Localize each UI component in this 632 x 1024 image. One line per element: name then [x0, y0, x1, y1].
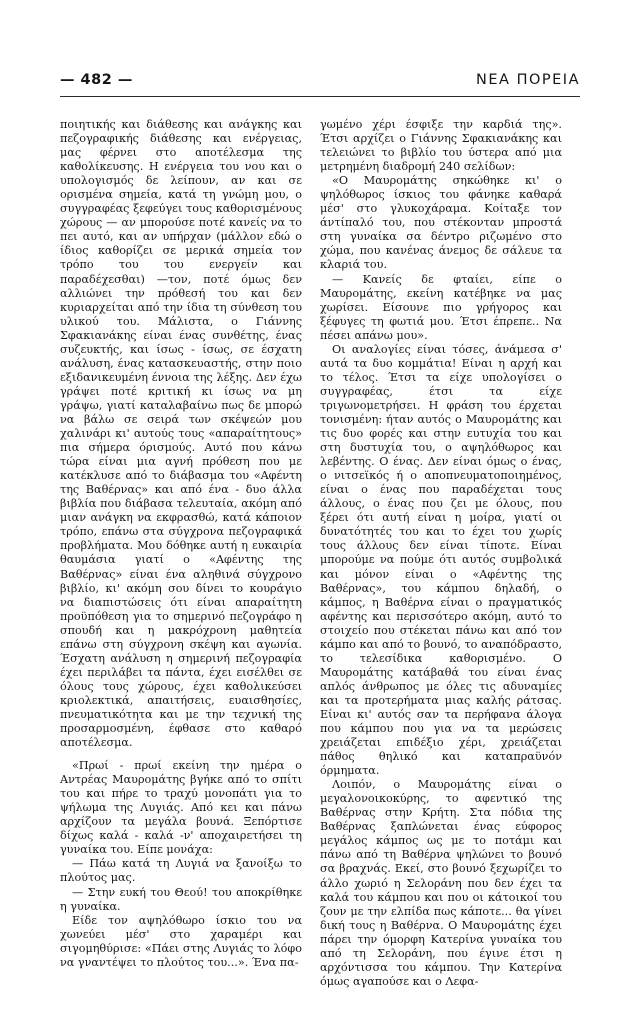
page-header: [60, 72, 580, 94]
paragraph: — Πάω κατά τη Λυγιά να ξανοίξω το πλούτος μας.: [60, 857, 302, 885]
paragraph: ποιητικής και διάθεσης και ανάγκης και πεζογραφικής διάθεσης και ενέργειας, μας φέρνει στο αποτέλεσμα της καθολίκευσης. Η ενέργεια του νου και ο υπολογισμός δε λείπουν, αν και σε ορισμένα σημεία, κατά τη γνώμη μου, ο συγγραφέας ξεφεύγει τους καθορισμένους χώρους — αν μπορούσε ποτέ κανείς να το πει αυτό, και αν υπήρχαν (μάλλον εδώ ο ίδιος καθορίζει σε μερικά σημεία τον τρόπο του του ενεργείν και παραδέχεσθαι) —τον, ποτέ όμως δεν αλλιώνει την πρόθεσή του και δεν κυριαρχείται από την ίδια τη σύνθεση του υλικού του. Μάλιστα, ο Γιάννης Σφακιανάκης είναι ένας συνθέτης, ένας συζευκτής, και ίσως - ίσως, σε έσχατη ανάλυση, ένας κατασκευαστής, στην ποιο εξιδανικευμένη έννοια της λέξης. Δεν έχω γράψει ποτέ κριτική κι ίσως να μη γράψω, γιατί καταλαβαίνω πως δε μπορώ να βάλω σε σειρά των σκέψεών μου χαλινάρι κι' αυτούς τους «απαραίτητους» πια σήμερα όρισμούς. Αυτό που κάνω τώρα είναι μια αγνή πρόθεση που με κατέκλυσε από το διάβασμα του «Αφέντη της Βαθέρνας» και από ένα - δυο άλλα βιβλία που διάβασα τελευταία, ακόμη από μιαν ανάγκη να εκφρασθώ, κατά κάποιον τρόπο, επάνω στα σύγχρονα πεζογραφικά προβλήματα. Μου δόθηκε αυτή η ευκαιρία θαυμάσια γιατί ο «Αφέντης της Βαθέρνας» είναι ένα αληθινά σύγχρονο βιβλίο, κι' ακόμη σου δίνει το κουράγιο να διαπιστώσεις ότι είναι απαραίτητη προϋπόθεση για το σημερινό πεζογράφο η σπουδή και η μακρόχρονη μαθητεία επάνω στη σύγχρονη σκέψη και αγωνία. Έσχατη ανάλυση η σημερινή πεζογραφία έχει περιλάβει τα πάντα, έχει εισέλθει σε όλους τους χώρους, έχει καθολικεύσει κριολεκτικά, απαιτήσεις, ευαισθησίες, πνευματικότητα και με την τεχνική της προσαρμοσμένη, έφθασε στο καθαρό αποτέλεσμα.: [60, 118, 302, 750]
paragraph: γωμένο χέρι έσφιξε την καρδιά της». Έτσι αρχίζει ο Γιάννης Σφακιανάκης και τελειώνει το βιβλίο του ύστερα από μια μετρημένη διαδρομή 240 σελίδων:: [320, 118, 562, 174]
paragraph: «Ο Μαυρομάτης σηκώθηκε κι' ο ψηλόθωρος ίσκιος του φάνηκε καθαρά μέσ' στο γλυκοχάραμα. Κοίταξε τον άντίπαλό του, που στέκονταν μπροστά στη γυναίκα σα δέντρο ριζωμένο στο χώμα, που κανένας άνεμος δε σάλευε τα κλαριά του.: [320, 174, 562, 272]
paragraph: — Κανείς δε φταίει, είπε ο Μαυρομάτης, εκείνη κατέβηκε να μας χωρίσει. Είσουνε πιο γρήγορος και ξέφυγες τη φωτιά μου. Έτσι έπρεπε.. Να πέσει απάνω μου».: [320, 272, 562, 342]
right-column: [320, 118, 562, 1008]
page-number: — 482 —: [60, 72, 133, 88]
left-column: [60, 118, 302, 1008]
paragraph: «Πρωί - πρωί εκείνη την ημέρα ο Αντρέας Μαυρομάτης βγήκε από το σπίτι του και πήρε το τραχύ μονοπάτι για το ψήλωμα της Λυγιάς. Από κει και πάνω αρχίζουν τα μεγάλα βουνά. Ξεπόρτισε δίχως καλά - καλά -ν' αποχαιρετήσει τη γυναίκα του. Είπε μονάχα:: [60, 759, 302, 857]
paragraph: Λοιπόν, ο Μαυρομάτης είναι ο μεγαλονοικοκύρης, το αφεντικό της Βαθέρνας στην Κρήτη. Στα πόδια της Βαθέρνας ξαπλώνεται ένας εύφορος μεγάλος κάμπος ως με το ποτάμι και πάνω από τη Βαθέρνα ψηλώνει το βουνό σα βραχνάς. Εκεί, στο βουνό ξεχωρίζει το άλλο χωριό η Σελοράνη που δεν έχει τα καλά του κάμπου και που οι κάτοικοί του ζουν με την ελπίδα πως κάποτε... θα γίνει δική τους η Βαθέρνα. Ο Μαυρομάτης έχει πάρει την όμορφη Κατερίνα γυναίκα του από τη Σελοράνη, που έγινε έτσι η αρχόντισσα του κάμπου. Την Κατερίνα όμως αγαπούσε και ο Λεφα-: [320, 778, 562, 988]
paragraph: Είδε τον αψηλόθωρο ίσκιο του να χωνεύει μέσ' στο χαραμέρι και σιγομηθύρισε: «Πάει στης Λυγιάς το λόφο να γναντέψει το πλούτος του...». Ένα πα-: [60, 913, 302, 969]
paragraph: Οι αναλογίες είναι τόσες, άνάμεσα σ' αυτά τα δυο κομμάτια! Είναι η αρχή και το τέλος. Έτσι τα είχε υπολογίσει ο συγγραφέας, έτσι τα είχε τριγωνομετρήσει. Η φράση του έρχεται τονισμένη: ήταν αυτός ο Μαυρομάτης και τις δυο φορές και στην ευτυχία του και στη δυστυχία του, ο αψηλόθωρος και λεβέντης. Ο ένας. Δεν είναι όμως ο ένας, ο νιτσεϊκός ή ο αποπνευματοποιημένος, είναι ο ένας που παραδέχεται τους άλλους, ο ένας που ζει με όλους, που ξέρει ότι αυτή είναι η μοίρα, γιατί οι δυνατότητές του και το έχει του χωρίς τους άλλους δεν είναι τίποτε. Είναι μπορούμε να πούμε ότι αυτός συμβολικά και μόνον είναι ο «Αφέντης της Βαθέρνας», του κάμπου δηλαδή, ο κάμπος, η Βαθέρνα είναι ο πραγματικός αφέντης και περισσότερο ακόμη, αυτό το στοιχείο που στέκεται πάνω και από τον κάμπο και από το βουνό, το αναπόδραστο, το τελεσίδικα καθορισμένο. Ο Μαυρομάτης κατάβαθά του είναι ένας απλός άνθρωπος με όλες τις αδυναμίες και τα προτερήματα μιας καλής ράτσας. Είναι κι' αυτός σαν τα περήφανα άλογα που κάμπου που για να τα μερώσεις χρειάζεται επιδέξιο χέρι, χρειάζεται πάθος θηλικό και καταπραϋνόν όρμηματα.: [320, 342, 562, 778]
header-rule: [60, 96, 580, 97]
paragraph: — Στην ευκή του Θεού! του αποκρίθηκε η γυναίκα.: [60, 885, 302, 913]
running-head: ΝΕΑ ΠΟΡΕΙΑ: [476, 72, 580, 88]
